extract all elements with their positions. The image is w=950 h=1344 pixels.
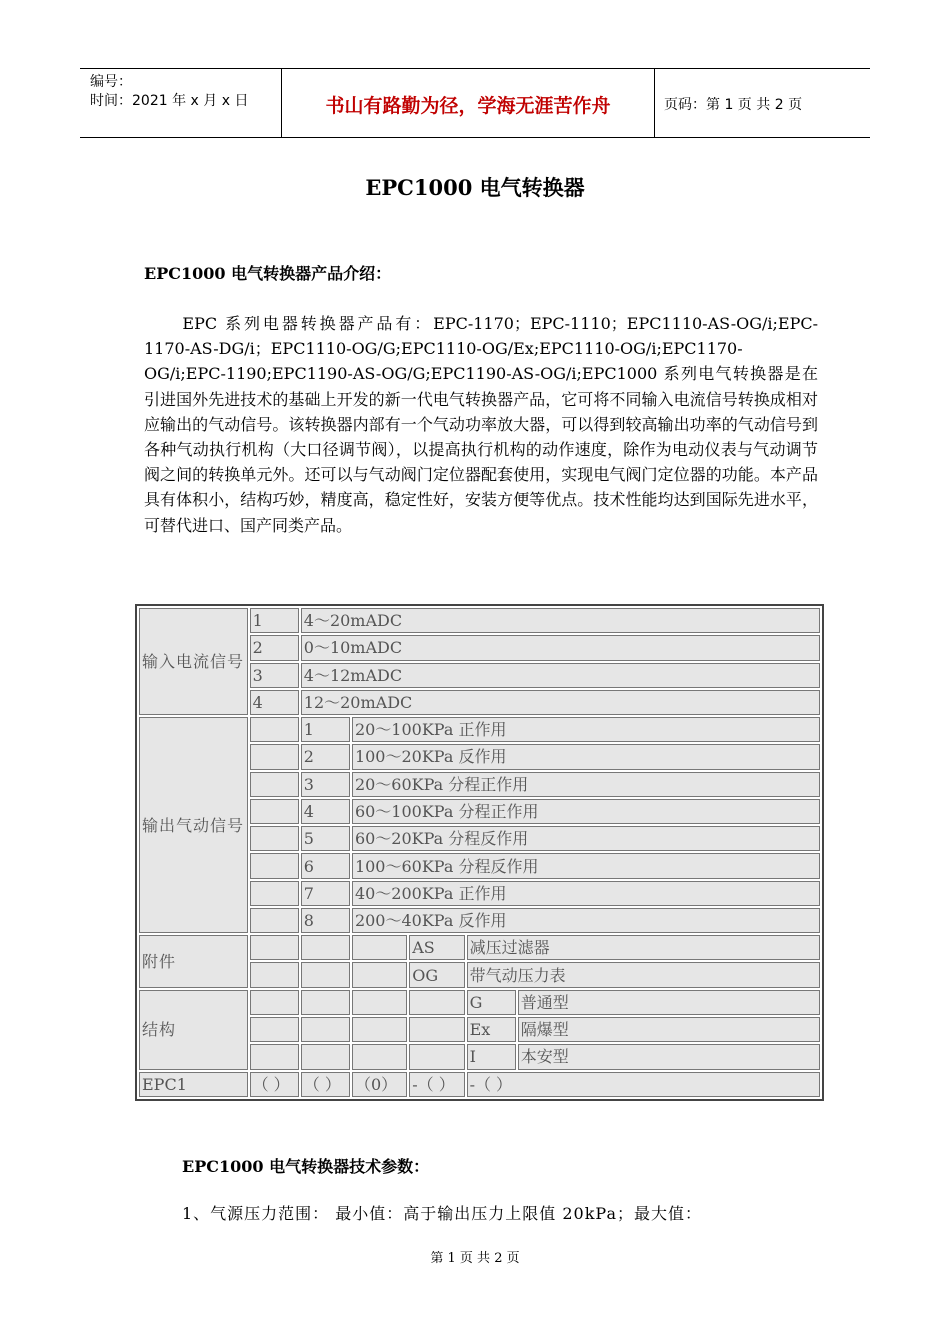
intro-heading: EPC1000 电气转换器产品介绍： <box>144 264 392 283</box>
accessory-value: 减压过滤器 <box>467 935 820 960</box>
empty-cell <box>409 1044 464 1069</box>
structure-value: 普通型 <box>518 990 820 1015</box>
page-footer: 第 1 页 共 2 页 <box>430 1251 520 1266</box>
model-prefix: EPC1 <box>139 1072 248 1097</box>
document-title: EPC1000 电气转换器 <box>365 175 585 200</box>
structure-code: Ex <box>467 1017 516 1042</box>
output-code: 5 <box>301 826 350 851</box>
structure-code: I <box>467 1044 516 1069</box>
empty-cell <box>250 962 299 987</box>
output-code: 4 <box>301 799 350 824</box>
empty-cell <box>409 1017 464 1042</box>
input-code: 4 <box>250 690 299 715</box>
accessory-code: AS <box>409 935 464 960</box>
empty-cell <box>250 717 299 742</box>
document-time-label: 时间：2021 年 x 月 x 日 <box>90 93 249 109</box>
input-value: 12～20mADC <box>301 690 820 715</box>
empty-cell <box>352 1017 407 1042</box>
input-value: 4～20mADC <box>301 608 820 633</box>
header-motto: 书山有路勤为径，学海无涯苦作舟 <box>325 95 611 117</box>
empty-cell <box>301 962 350 987</box>
model-slot: （0） <box>352 1072 407 1097</box>
input-signal-label: 输入电流信号 <box>139 608 248 715</box>
page-header <box>80 68 870 138</box>
empty-cell <box>250 908 299 933</box>
empty-cell <box>352 1044 407 1069</box>
output-code: 6 <box>301 853 350 878</box>
output-value: 60～100KPa 分程正作用 <box>352 799 820 824</box>
empty-cell <box>250 1044 299 1069</box>
output-code: 7 <box>301 881 350 906</box>
model-selection-table <box>135 604 824 1101</box>
empty-cell <box>250 826 299 851</box>
empty-cell <box>250 1017 299 1042</box>
empty-cell <box>250 772 299 797</box>
input-code: 3 <box>250 663 299 688</box>
output-value: 20～60KPa 分程正作用 <box>352 772 820 797</box>
structure-code: G <box>467 990 516 1015</box>
empty-cell <box>352 962 407 987</box>
empty-cell <box>301 1017 350 1042</box>
empty-cell <box>250 990 299 1015</box>
output-code: 2 <box>301 744 350 769</box>
output-value: 40～200KPa 正作用 <box>352 881 820 906</box>
empty-cell <box>250 935 299 960</box>
empty-cell <box>250 853 299 878</box>
input-code: 1 <box>250 608 299 633</box>
table-row <box>139 935 820 960</box>
header-page-info: 页码：第 1 页 共 2 页 <box>664 97 803 113</box>
input-value: 4～12mADC <box>301 663 820 688</box>
output-signal-label: 输出气动信号 <box>139 717 248 933</box>
model-slot: -（ ） <box>467 1072 820 1097</box>
output-value: 100～20KPa 反作用 <box>352 744 820 769</box>
output-code: 8 <box>301 908 350 933</box>
tech-heading: EPC1000 电气转换器技术参数： <box>182 1157 430 1176</box>
model-code-row <box>139 1072 820 1097</box>
output-value: 20～100KPa 正作用 <box>352 717 820 742</box>
output-value: 200～40KPa 反作用 <box>352 908 820 933</box>
table-row <box>139 717 820 742</box>
table-row <box>139 990 820 1015</box>
intro-paragraph <box>144 311 818 538</box>
empty-cell <box>250 881 299 906</box>
empty-cell <box>352 935 407 960</box>
input-code: 2 <box>250 635 299 660</box>
empty-cell <box>352 990 407 1015</box>
empty-cell <box>301 990 350 1015</box>
table-row <box>139 608 820 633</box>
document-number-label: 编号： <box>90 74 132 90</box>
empty-cell <box>301 935 350 960</box>
accessory-label: 附件 <box>139 935 248 988</box>
model-slot: -（ ） <box>409 1072 464 1097</box>
output-value: 100～60KPa 分程反作用 <box>352 853 820 878</box>
output-code: 1 <box>301 717 350 742</box>
model-slot: （ ） <box>250 1072 299 1097</box>
empty-cell <box>301 1044 350 1069</box>
accessory-code: OG <box>409 962 464 987</box>
accessory-value: 带气动压力表 <box>467 962 820 987</box>
empty-cell <box>250 799 299 824</box>
empty-cell <box>250 744 299 769</box>
structure-value: 本安型 <box>518 1044 820 1069</box>
structure-label: 结构 <box>139 990 248 1070</box>
header-meta <box>90 73 248 111</box>
empty-cell <box>409 990 464 1015</box>
header-divider <box>654 69 655 137</box>
structure-value: 隔爆型 <box>518 1017 820 1042</box>
output-value: 60～20KPa 分程反作用 <box>352 826 820 851</box>
input-value: 0～10mADC <box>301 635 820 660</box>
model-slot: （ ） <box>301 1072 350 1097</box>
output-code: 3 <box>301 772 350 797</box>
intro-text: EPC 系列电器转换器产品有：EPC-1170；EPC-1110；EPC1110-AS-OG/i;EPC-1170-AS-DG/i；EPC1110-OG/G;EPC1110-OG/Ex;EPC1110-OG/i;EPC1170-OG/i;EPC-1190;EPC1190-AS-OG/G;EPC1190-AS-OG/i;EPC1000 系列电气转换器是在引进国外先进技术的基础上开发的新一代电气转换器产品，它可将不同输入电流信号转换成相对应输出的气动信号。该转换器内部有一个气动功率放大器，可以得到较高输出功率的气动信号到各种气动执行机构（大口径调节阀），以提高执行机构的动作速度，除作为电动仪表与气动调节阀之间的转换单元外。还可以与气动阀门定位器配套使用，实现电气阀门定位器的功能。本产品具有体积小，结构巧妙，精度高，稳定性好，安装方便等优点。技术性能均达到国际先进水平，可替代进口、国产同类产品。 <box>144 314 818 535</box>
tech-param-line: 1、气源压力范围： 最小值：高于输出压力上限值 20kPa；最大值： <box>182 1204 702 1223</box>
